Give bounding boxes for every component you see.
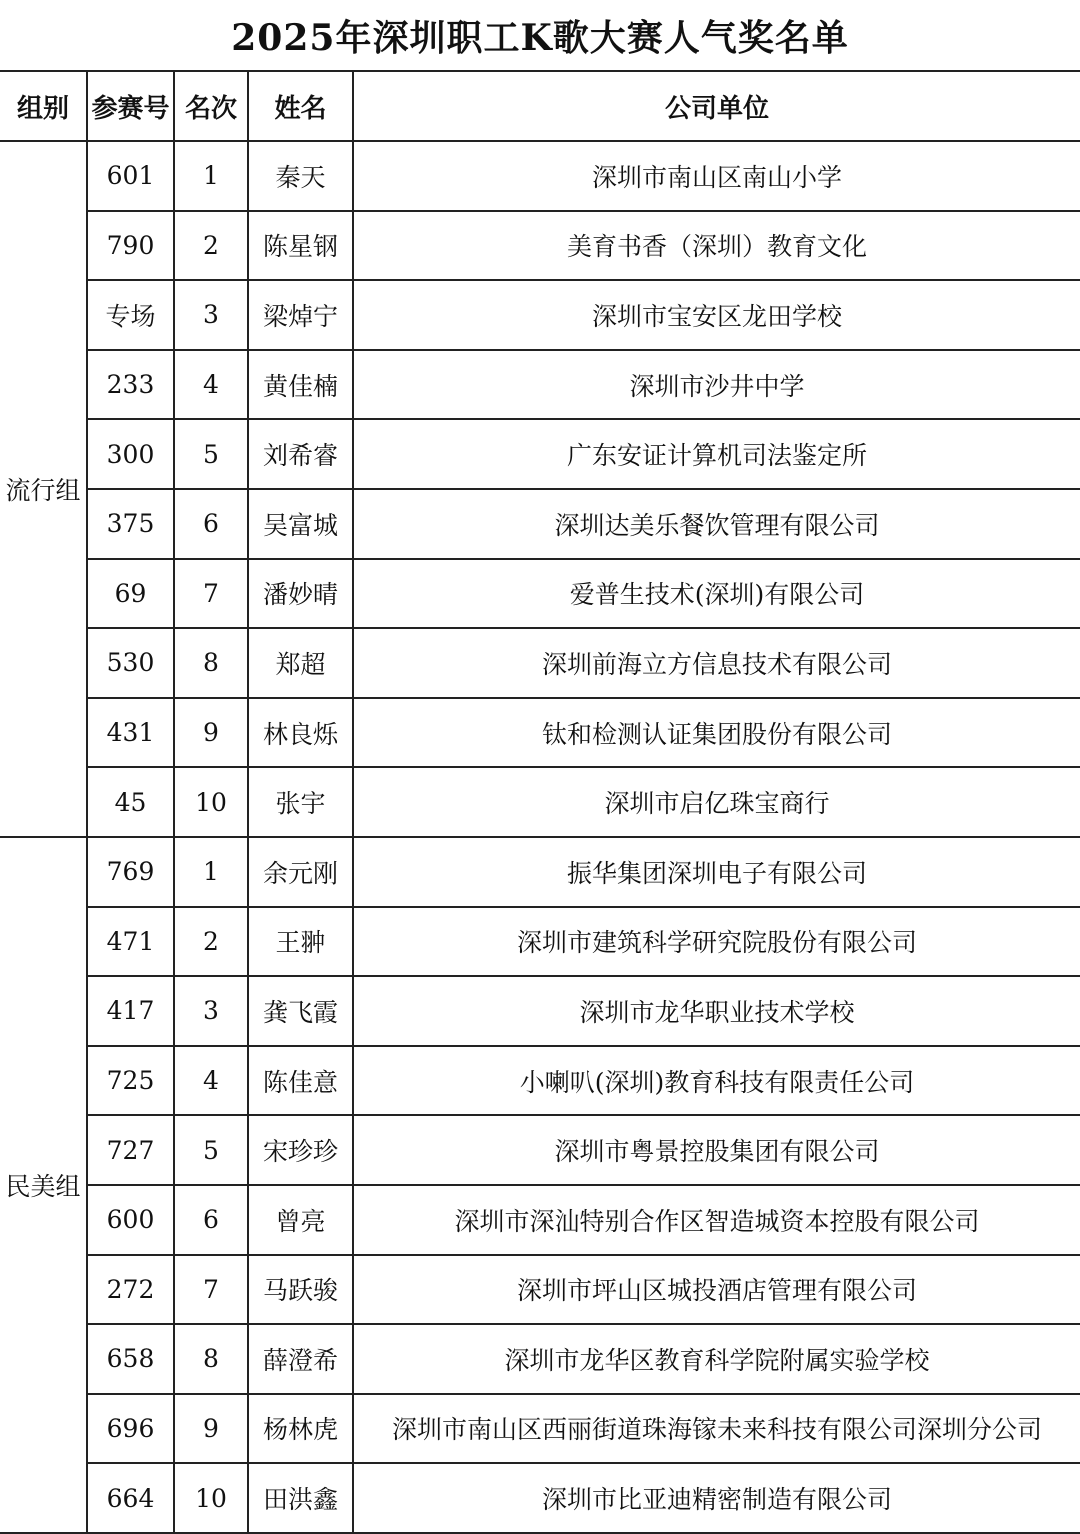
rank-cell: 6 — [174, 1185, 248, 1255]
name-cell: 陈星钢 — [248, 211, 353, 281]
company-cell: 美育书香（深圳）教育文化 — [353, 211, 1080, 281]
company-cell: 振华集团深圳电子有限公司 — [353, 837, 1080, 907]
entry-number-cell: 600 — [87, 1185, 174, 1255]
name-cell: 田洪鑫 — [248, 1463, 353, 1533]
rank-cell: 8 — [174, 1324, 248, 1394]
entry-number-cell: 696 — [87, 1394, 174, 1464]
name-cell: 曾亮 — [248, 1185, 353, 1255]
name-cell: 张宇 — [248, 767, 353, 837]
entry-number-cell: 530 — [87, 628, 174, 698]
rank-cell: 9 — [174, 698, 248, 768]
table-row — [0, 350, 1080, 420]
company-cell: 深圳达美乐餐饮管理有限公司 — [353, 489, 1080, 559]
entry-number-cell: 233 — [87, 350, 174, 420]
entry-number-cell: 601 — [87, 141, 174, 211]
entry-number-cell: 专场 — [87, 280, 174, 350]
rank-cell: 10 — [174, 1463, 248, 1533]
table-row — [0, 767, 1080, 837]
rank-cell: 2 — [174, 907, 248, 977]
company-cell: 深圳市南山区西丽街道珠海镓未来科技有限公司深圳分公司 — [353, 1394, 1080, 1464]
name-cell: 潘妙晴 — [248, 559, 353, 629]
table-row — [0, 976, 1080, 1046]
header-name: 姓名 — [248, 71, 353, 141]
table-header-row — [0, 71, 1080, 141]
rank-cell: 10 — [174, 767, 248, 837]
rank-cell: 4 — [174, 1046, 248, 1116]
header-company: 公司单位 — [353, 71, 1080, 141]
table-row — [0, 1255, 1080, 1325]
name-cell: 余元刚 — [248, 837, 353, 907]
table-row — [0, 837, 1080, 907]
rank-cell: 4 — [174, 350, 248, 420]
entry-number-cell: 790 — [87, 211, 174, 281]
entry-number-cell: 471 — [87, 907, 174, 977]
table-row — [0, 1463, 1080, 1533]
name-cell: 王翀 — [248, 907, 353, 977]
table-row — [0, 1324, 1080, 1394]
company-cell: 小喇叭(深圳)教育科技有限责任公司 — [353, 1046, 1080, 1116]
entry-number-cell: 272 — [87, 1255, 174, 1325]
group-cell: 流行组 — [0, 141, 87, 837]
table-row — [0, 419, 1080, 489]
company-cell: 深圳市深汕特别合作区智造城资本控股有限公司 — [353, 1185, 1080, 1255]
name-cell: 郑超 — [248, 628, 353, 698]
rank-cell: 7 — [174, 559, 248, 629]
company-cell: 深圳市建筑科学研究院股份有限公司 — [353, 907, 1080, 977]
rank-cell: 8 — [174, 628, 248, 698]
name-cell: 马跃骏 — [248, 1255, 353, 1325]
table-row — [0, 211, 1080, 281]
company-cell: 深圳市比亚迪精密制造有限公司 — [353, 1463, 1080, 1533]
name-cell: 薛澄希 — [248, 1324, 353, 1394]
entry-number-cell: 769 — [87, 837, 174, 907]
name-cell: 龚飞霞 — [248, 976, 353, 1046]
table-row — [0, 1185, 1080, 1255]
group-cell: 民美组 — [0, 837, 87, 1533]
company-cell: 深圳市坪山区城投酒店管理有限公司 — [353, 1255, 1080, 1325]
rank-cell: 5 — [174, 1115, 248, 1185]
rank-cell: 7 — [174, 1255, 248, 1325]
table-row — [0, 280, 1080, 350]
header-rank: 名次 — [174, 71, 248, 141]
entry-number-cell: 658 — [87, 1324, 174, 1394]
table-row — [0, 489, 1080, 559]
table-row — [0, 1115, 1080, 1185]
header-group: 组别 — [0, 71, 87, 141]
company-cell: 深圳市龙华区教育科学院附属实验学校 — [353, 1324, 1080, 1394]
company-cell: 深圳市宝安区龙田学校 — [353, 280, 1080, 350]
entry-number-cell: 375 — [87, 489, 174, 559]
name-cell: 秦天 — [248, 141, 353, 211]
table-row — [0, 698, 1080, 768]
name-cell: 宋珍珍 — [248, 1115, 353, 1185]
company-cell: 爱普生技术(深圳)有限公司 — [353, 559, 1080, 629]
name-cell: 林良烁 — [248, 698, 353, 768]
rank-cell: 3 — [174, 976, 248, 1046]
company-cell: 钛和检测认证集团股份有限公司 — [353, 698, 1080, 768]
entry-number-cell: 417 — [87, 976, 174, 1046]
name-cell: 刘希睿 — [248, 419, 353, 489]
entry-number-cell: 431 — [87, 698, 174, 768]
company-cell: 深圳前海立方信息技术有限公司 — [353, 628, 1080, 698]
rank-cell: 3 — [174, 280, 248, 350]
entry-number-cell: 725 — [87, 1046, 174, 1116]
table-row — [0, 628, 1080, 698]
entry-number-cell: 664 — [87, 1463, 174, 1533]
company-cell: 深圳市南山区南山小学 — [353, 141, 1080, 211]
name-cell: 吴富城 — [248, 489, 353, 559]
rank-cell: 6 — [174, 489, 248, 559]
table-row — [0, 907, 1080, 977]
header-entry-number: 参赛号 — [87, 71, 174, 141]
table-row — [0, 1394, 1080, 1464]
award-table — [0, 70, 1080, 1534]
entry-number-cell: 300 — [87, 419, 174, 489]
rank-cell: 2 — [174, 211, 248, 281]
entry-number-cell: 45 — [87, 767, 174, 837]
entry-number-cell: 69 — [87, 559, 174, 629]
rank-cell: 1 — [174, 141, 248, 211]
company-cell: 深圳市粤景控股集团有限公司 — [353, 1115, 1080, 1185]
table-body — [0, 141, 1080, 1533]
table-row — [0, 1046, 1080, 1116]
name-cell: 黄佳楠 — [248, 350, 353, 420]
rank-cell: 1 — [174, 837, 248, 907]
table-row — [0, 559, 1080, 629]
company-cell: 深圳市沙井中学 — [353, 350, 1080, 420]
name-cell: 梁焯宁 — [248, 280, 353, 350]
rank-cell: 5 — [174, 419, 248, 489]
table-row — [0, 141, 1080, 211]
rank-cell: 9 — [174, 1394, 248, 1464]
name-cell: 杨林虎 — [248, 1394, 353, 1464]
company-cell: 深圳市启亿珠宝商行 — [353, 767, 1080, 837]
company-cell: 广东安证计算机司法鉴定所 — [353, 419, 1080, 489]
page-title: 2025年深圳职工K歌大赛人气奖名单 — [231, 16, 849, 59]
name-cell: 陈佳意 — [248, 1046, 353, 1116]
company-cell: 深圳市龙华职业技术学校 — [353, 976, 1080, 1046]
entry-number-cell: 727 — [87, 1115, 174, 1185]
